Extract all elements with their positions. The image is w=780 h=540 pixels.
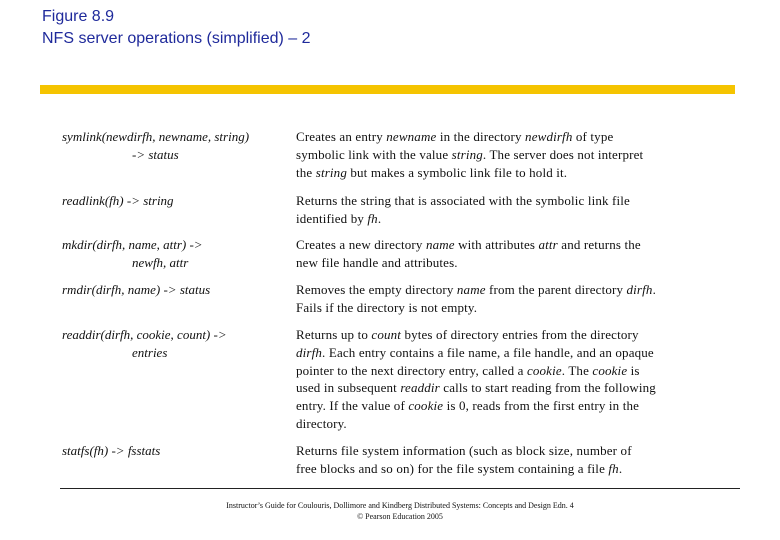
term-emphasis: fh — [608, 460, 619, 476]
term-emphasis: name — [425, 237, 455, 252]
operation-description — [296, 236, 736, 272]
operation-signature — [62, 442, 280, 460]
description-text: from the parent directory — [485, 282, 627, 297]
operation-description — [296, 326, 736, 433]
description-line — [296, 326, 736, 344]
description-text: . The server does not interpret — [482, 146, 644, 162]
operation-signature — [62, 192, 280, 210]
description-text: calls to start reading from the following — [439, 380, 656, 396]
description-text: . Each entry contains a file name, a file handle, and an opaque — [322, 344, 654, 360]
description-line — [296, 460, 736, 478]
term-emphasis: newname — [386, 129, 437, 144]
description-line — [296, 344, 736, 362]
term-emphasis: fh — [367, 210, 378, 226]
description-text: identified by — [296, 210, 368, 226]
operation-signature — [62, 326, 280, 361]
description-text: pointer to the next directory entry, called a — [296, 362, 527, 378]
term-emphasis: cookie — [592, 362, 628, 378]
description-text: the — [296, 164, 316, 180]
description-text: directory. — [296, 415, 347, 431]
description-text: Removes the empty directory — [296, 282, 457, 297]
description-text: but makes a symbolic link file to hold it. — [346, 164, 568, 180]
term-emphasis: string — [451, 146, 483, 162]
description-line — [296, 192, 736, 210]
description-line — [296, 397, 736, 415]
signature-line: rmdir(dirfh, name) -> status — [62, 282, 211, 297]
term-emphasis: dirfh — [626, 282, 653, 297]
description-text: Creates a new directory — [296, 237, 426, 252]
description-text: . — [618, 460, 623, 476]
description-text: is 0, reads from the first entry in the — [443, 398, 640, 414]
footer — [60, 500, 740, 522]
footer-copyright: © Pearson Education 2005 — [357, 512, 443, 521]
description-text: . — [652, 282, 656, 297]
description-text: symbolic link with the value — [296, 146, 452, 162]
description-line — [296, 164, 736, 182]
signature-line: newfh, attr — [132, 254, 189, 270]
description-text: in the directory — [436, 129, 526, 144]
term-emphasis: newdirfh — [525, 129, 573, 144]
signature-line: readdir(dirfh, cookie, count) -> — [62, 327, 227, 342]
figure-number: Figure 8.9 — [42, 8, 115, 25]
description-line — [296, 210, 736, 228]
operation-signature — [62, 236, 280, 271]
description-line — [296, 128, 736, 146]
term-emphasis: cookie — [526, 362, 562, 378]
signature-line: entries — [132, 344, 168, 360]
description-line — [296, 442, 736, 460]
description-text: Returns file system information (such as block size, number of — [296, 443, 632, 458]
description-text: of type — [572, 129, 614, 144]
term-emphasis: name — [456, 282, 486, 297]
operation-signature — [62, 128, 280, 163]
description-line — [296, 236, 736, 254]
description-line — [296, 415, 736, 433]
term-emphasis: attr — [538, 237, 558, 252]
operation-description — [296, 192, 736, 228]
description-text: used in subsequent — [296, 380, 401, 396]
description-text: . — [377, 210, 382, 226]
signature-line: symlink(newdirfh, newname, string) — [62, 129, 250, 144]
signature-line: mkdir(dirfh, name, attr) -> — [62, 237, 203, 252]
description-text: Returns the string that is associated with the symbolic link file — [296, 193, 630, 208]
description-text: bytes of directory entries from the directory — [401, 327, 639, 342]
figure-caption: NFS server operations (simplified) – 2 — [42, 30, 311, 47]
description-text: is — [627, 362, 640, 378]
footer-divider — [60, 488, 740, 489]
footer-citation: Instructor’s Guide for Coulouris, Dollimore and Kindberg Distributed Systems: Concepts and Design Edn. 4 — [226, 501, 574, 510]
term-emphasis: readdir — [400, 380, 440, 396]
description-text: Returns up to — [296, 327, 372, 342]
description-text: entry. If the value of — [296, 398, 409, 414]
description-line — [296, 146, 736, 164]
description-text: free blocks and so on) for the file system containing a file — [296, 460, 609, 476]
operation-description — [296, 442, 736, 478]
operation-signature — [62, 281, 280, 299]
description-text: . The — [561, 362, 593, 378]
signature-line: statfs(fh) -> fsstats — [62, 443, 161, 458]
description-text: with attributes — [454, 237, 539, 252]
description-text: Creates an entry — [296, 129, 387, 144]
description-text: new file handle and attributes. — [296, 254, 458, 270]
description-line — [296, 254, 736, 272]
description-line — [296, 299, 736, 317]
description-line — [296, 362, 736, 380]
operation-description — [296, 128, 736, 181]
term-emphasis: string — [315, 164, 347, 180]
signature-line: -> status — [132, 146, 179, 162]
signature-line: readlink(fh) -> string — [62, 193, 174, 208]
term-emphasis: cookie — [408, 398, 444, 414]
term-emphasis: dirfh — [296, 344, 323, 360]
description-line — [296, 281, 736, 299]
description-text: and returns the — [557, 237, 641, 252]
operation-description — [296, 281, 736, 317]
description-line — [296, 379, 736, 397]
term-emphasis: count — [371, 327, 402, 342]
description-text: Fails if the directory is not empty. — [296, 299, 478, 315]
